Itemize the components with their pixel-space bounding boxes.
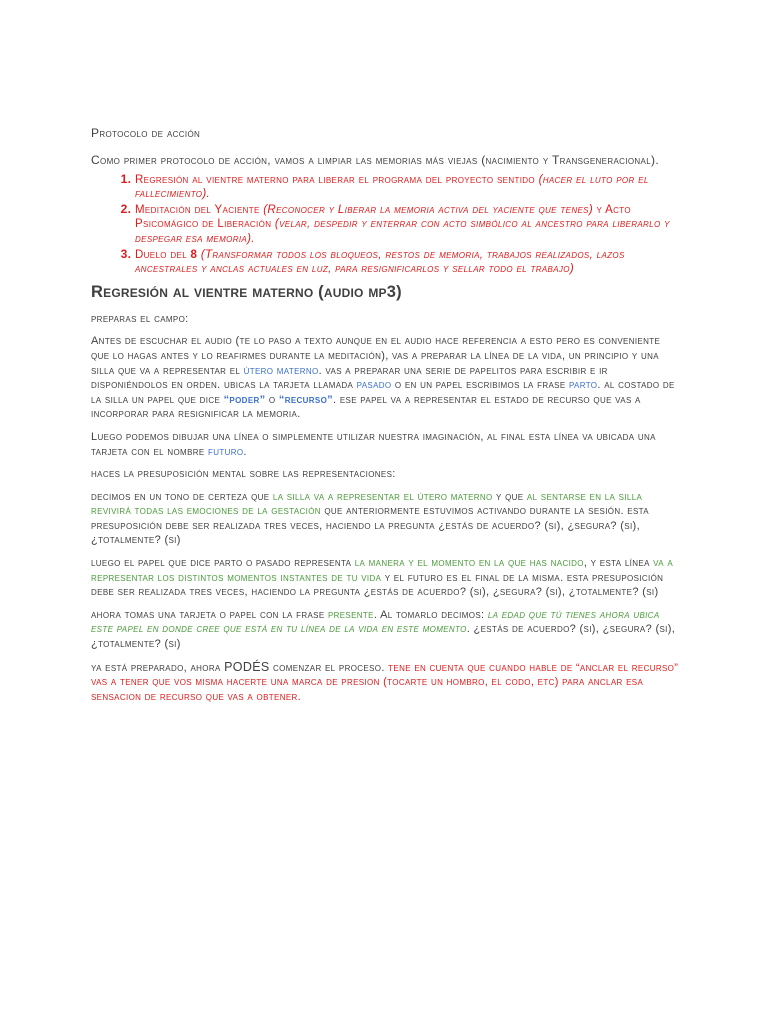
prep-label: preparas el campo: bbox=[91, 312, 189, 325]
section-heading: Protocolo de acción bbox=[91, 126, 201, 140]
paragraph-presupposition: haces la presuposición mental sobre las representaciones: bbox=[91, 468, 396, 481]
list-item: 1. Regresión al vientre materno para liberar el programa del proyecto sentido (hacer el luto por el fallecimiento). bbox=[135, 172, 681, 202]
document-body bbox=[91, 126, 681, 712]
list-item: 2. Meditación del Yaciente (Reconocer y Liberar la memoria activa del yaciente que tenes) y Acto Psicomágico de Liberación (velar, despedir y enterrar con acto simbólico al ancestro para liberarlo y despegar esa memoria). bbox=[135, 202, 681, 247]
protocol-list bbox=[91, 172, 681, 277]
paragraph-ready: ya está preparado, ahora PODÉS comenzar el proceso. tene en cuenta que cuando hable de “anclar el recurso” vas a tener que vos misma hacerte una marca de presion (tocarte un hombro, el codo, etc) para anclar esa sensacion de recurso que vas a obtener. bbox=[91, 659, 679, 703]
section-title: Regresión al vientre materno (audio mp3) bbox=[91, 282, 402, 301]
intro-paragraph: Como primer protocolo de acción, vamos a limpiar las memorias más viejas (nacimiento y Transgeneracional). bbox=[91, 152, 660, 167]
list-item: 3. Duelo del 8 (Transformar todos los bloqueos, restos de memoria, trabajos realizados, lazos ancestrales y anclas actuales en luz, para resignificarlos y sellar todo el trabajo) bbox=[135, 247, 681, 277]
paragraph-setup: Antes de escuchar el audio (te lo paso a texto aunque en el audio hace referencia a esto pero es conveniente que lo hagas antes y lo reafirmes durante la meditación), vas a preparar la línea de la vida, un principio y una silla que va a representar el útero materno. vas a preparar una serie de papelitos para escribir e ir disponiéndolos en orden. ubicas la tarjeta llamada pasado o en un papel escribimos la frase parto. al costado de la silla un papel que dice “poder” o “recurso”. ese papel va a representar el estado de recurso que vas a incorporar para resignificar la memoria. bbox=[91, 335, 675, 421]
paragraph-timeline: luego el papel que dice parto o pasado representa la manera y el momento en la que has nacido, y esta línea va a representar los distintos momentos instantes de tu vida y el futuro es el final de la misma. esta presuposición debe ser realizada tres veces, haciendo la pregunta ¿estás de acuerdo? (si), ¿segura? (si), ¿totalmente? (si) bbox=[91, 557, 674, 599]
paragraph-certainty: decimos en un tono de certeza que la silla va a representar el útero materno y que al sentarse en la silla revivirá todas las emociones de la gestación que anteriormente estuvimos activando durante la sesión. esta presuposición debe ser realizada tres veces, haciendo la pregunta ¿estás de acuerdo? (si), ¿segura? (si), ¿totalmente? (si) bbox=[91, 490, 649, 547]
paragraph-present: ahora tomas una tarjeta o papel con la frase presente. Al tomarlo decimos: la edad que tú tienes ahora ubica este papel en donde cree que está en tu línea de la vida en este momento. ¿estás de acuerdo? (si), ¿segura? (si), ¿totalmente? (si) bbox=[91, 608, 676, 651]
paragraph-line: Luego podemos dibujar una línea o simplemente utilizar nuestra imaginación, al final esta línea va ubicada una tarjeta con el nombre futuro. bbox=[91, 430, 656, 458]
